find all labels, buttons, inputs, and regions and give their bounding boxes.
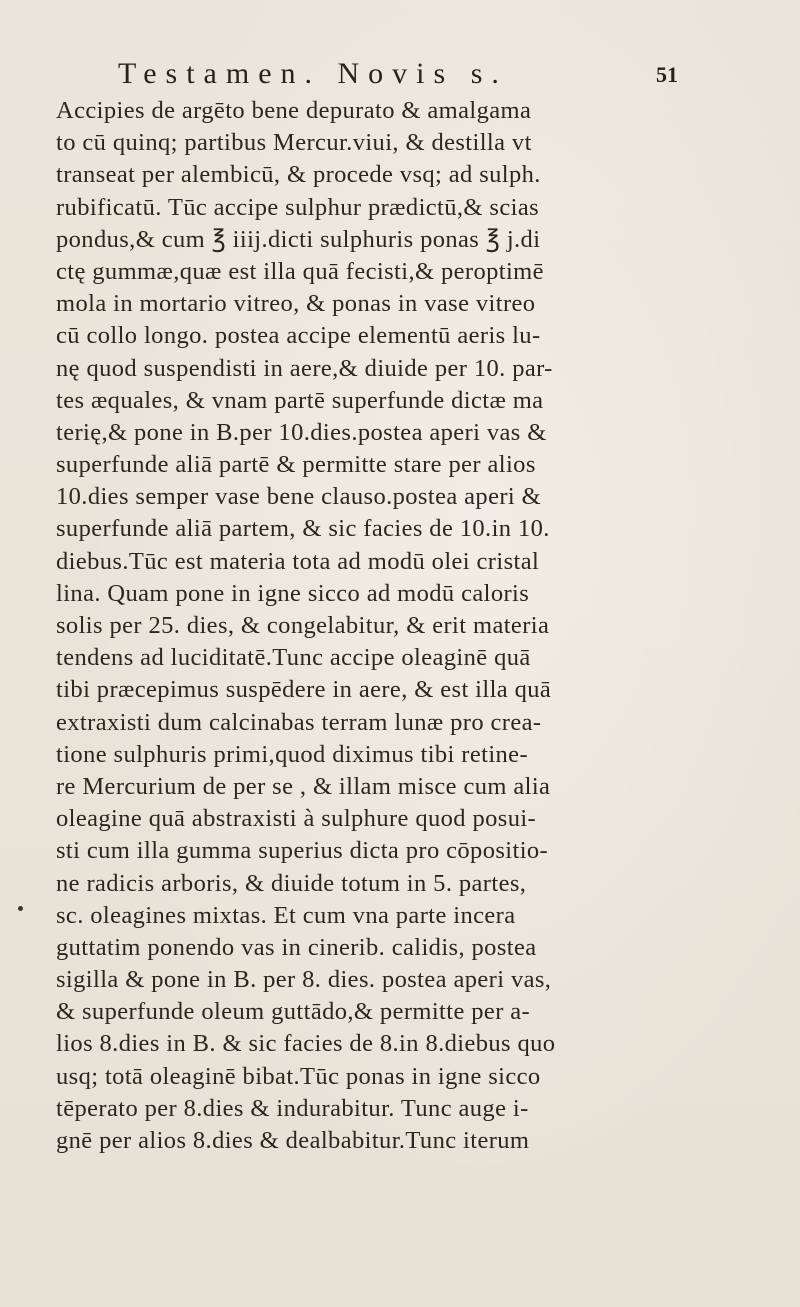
text-line: mola in mortario vitreo, & ponas in vase vitreo bbox=[56, 290, 536, 318]
text-line: 10.dies semper vase bene clauso.postea aperi & bbox=[56, 483, 542, 511]
text-line: ne radicis arboris, & diuide totum in 5. partes, bbox=[56, 869, 527, 897]
text-line: superfunde aliā partē & permitte stare per alios bbox=[56, 451, 536, 479]
text-line: tes æquales, & vnam partē superfunde dictæ ma bbox=[56, 386, 544, 414]
text-line: cū collo longo. postea accipe elementū aeris lu- bbox=[56, 322, 541, 350]
text-line: usq; totā oleaginē bibat.Tūc ponas in igne sicco bbox=[56, 1062, 541, 1090]
text-line: tibi præcepimus suspēdere in aere, & est illa quā bbox=[56, 676, 552, 704]
body-text bbox=[56, 95, 746, 1157]
page-header bbox=[118, 56, 678, 96]
text-line: lina. Quam pone in igne sicco ad modū caloris bbox=[56, 579, 530, 607]
text-line: Accipies de argēto bene depurato & amalgama bbox=[56, 97, 532, 124]
running-title: Testamen. Novis s. bbox=[118, 57, 508, 90]
text-line: rubificatū. Tūc accipe sulphur prædictū,& scias bbox=[56, 193, 540, 221]
text-line: & superfunde oleum guttādo,& permitte per a- bbox=[56, 998, 531, 1026]
text-line: lios 8.dies in B. & sic facies de 8.in 8.diebus quo bbox=[56, 1030, 556, 1058]
text-line: pondus,& cum ℥ iiij.dicti sulphuris ponas ℥ j.di bbox=[56, 225, 541, 253]
text-line: nę quod suspendisti in aere,& diuide per 10. par- bbox=[56, 354, 553, 382]
text-line: diebus.Tūc est materia tota ad modū olei cristal bbox=[56, 547, 540, 575]
margin-dot bbox=[18, 906, 23, 911]
text-line: gnē per alios 8.dies & dealbabitur.Tunc iterum bbox=[56, 1127, 530, 1154]
text-line: oleagine quā abstraxisti à sulphure quod posui- bbox=[56, 805, 537, 833]
text-line: ctę gummæ,quæ est illa quā fecisti,& peroptimē bbox=[56, 257, 544, 285]
text-line: re Mercurium de per se , & illam misce cum alia bbox=[56, 772, 551, 800]
text-line: tēperato per 8.dies & indurabitur. Tunc auge i- bbox=[56, 1094, 529, 1122]
text-line: superfunde aliā partem, & sic facies de 10.in 10. bbox=[56, 515, 550, 543]
text-line: guttatim ponendo vas in cinerib. calidis, postea bbox=[56, 933, 537, 961]
text-line: tione sulphuris primi,quod diximus tibi retine- bbox=[56, 740, 529, 768]
text-line: solis per 25. dies, & congelabitur, & erit materia bbox=[56, 612, 550, 639]
text-line: tendens ad luciditatē.Tunc accipe oleaginē quā bbox=[56, 644, 531, 672]
text-line: extraxisti dum calcinabas terram lunæ pro crea- bbox=[56, 708, 542, 736]
page-number: 51 bbox=[656, 62, 678, 87]
text-line: sti cum illa gumma superius dicta pro cōpositio- bbox=[56, 837, 549, 865]
text-line: sc. oleagines mixtas. Et cum vna parte incera bbox=[56, 901, 516, 929]
text-line: transeat per alembicū, & procede vsq; ad sulph. bbox=[56, 161, 541, 189]
text-line: terię,& pone in B.per 10.dies.postea aperi vas & bbox=[56, 418, 547, 446]
text-line: sigilla & pone in B. per 8. dies. postea aperi vas, bbox=[56, 966, 552, 994]
text-line: to cū quinq; partibus Mercur.viui, & destilla vt bbox=[56, 129, 532, 157]
